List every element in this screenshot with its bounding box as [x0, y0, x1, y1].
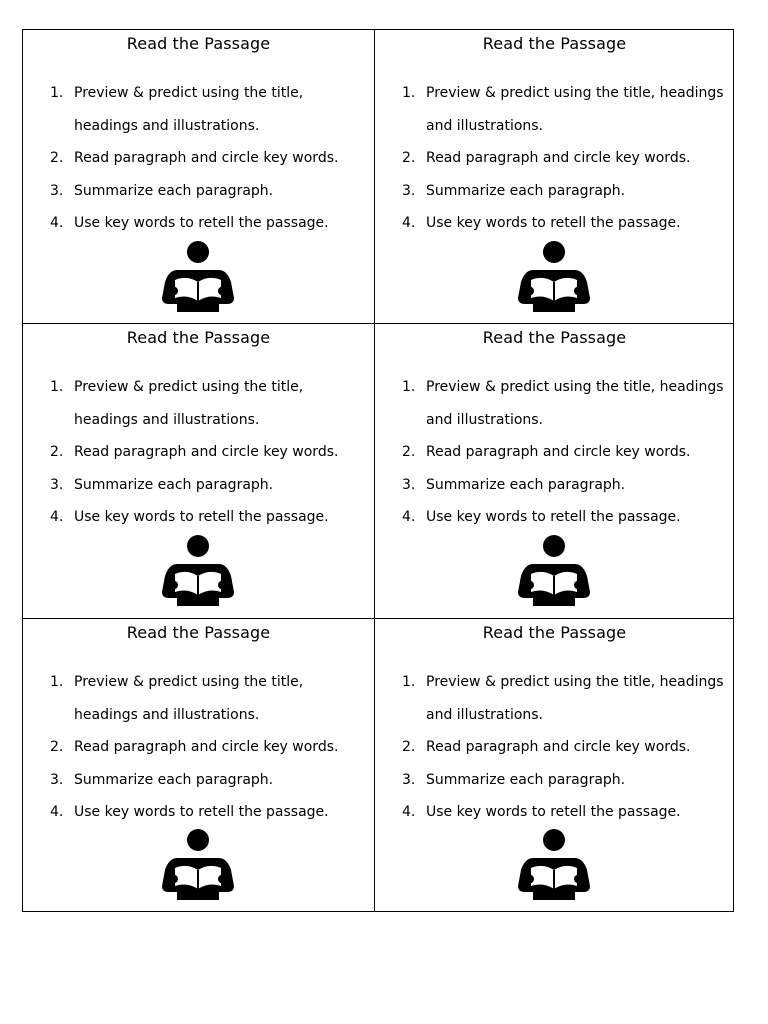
- step-item: [402, 436, 728, 469]
- step-item: [50, 666, 368, 731]
- person-reading-book-icon: [161, 240, 235, 312]
- step-item: [402, 207, 728, 240]
- step-text: Preview & predict using the title, headings and illustrations.: [74, 379, 304, 428]
- step-number: 4.: [50, 215, 64, 231]
- step-list: [402, 666, 728, 829]
- step-item: [402, 469, 728, 502]
- step-number: 1.: [50, 379, 64, 395]
- step-list: [50, 77, 368, 240]
- person-reading-book-icon: [517, 534, 591, 606]
- task-card: [23, 324, 375, 619]
- step-text: Preview & predict using the title, headings and illustrations.: [74, 85, 304, 134]
- step-number: 4.: [402, 804, 416, 820]
- step-item: [402, 142, 728, 175]
- task-card: [375, 30, 734, 324]
- step-number: 1.: [402, 85, 416, 101]
- step-item: [50, 175, 368, 208]
- step-list: [402, 371, 728, 534]
- step-item: [50, 501, 368, 534]
- person-reading-book-icon: [517, 240, 591, 312]
- step-item: [50, 142, 368, 175]
- step-item: [402, 77, 728, 142]
- step-text: Use key words to retell the passage.: [74, 804, 329, 820]
- step-text: Summarize each paragraph.: [74, 771, 274, 788]
- step-text: Summarize each paragraph.: [426, 182, 626, 199]
- card-title: Read the Passage: [482, 34, 627, 53]
- person-reading-book-icon: [161, 828, 235, 900]
- step-item: [50, 207, 368, 240]
- step-number: 3.: [50, 771, 64, 788]
- step-number: 1.: [50, 85, 64, 101]
- step-text: Summarize each paragraph.: [74, 182, 274, 199]
- step-text: Read paragraph and circle key words.: [426, 150, 691, 166]
- step-item: [50, 371, 368, 436]
- task-card: [375, 324, 734, 619]
- step-text: Summarize each paragraph.: [74, 476, 274, 493]
- step-text: Read paragraph and circle key words.: [426, 739, 691, 755]
- step-item: [402, 175, 728, 208]
- step-number: 2.: [402, 150, 416, 166]
- step-number: 4.: [50, 804, 64, 820]
- step-number: 4.: [402, 215, 416, 231]
- card-title: Read the Passage: [126, 623, 271, 642]
- task-card-sheet: [22, 29, 734, 912]
- task-card: [375, 619, 734, 911]
- step-number: 2.: [50, 739, 64, 755]
- step-item: [50, 436, 368, 469]
- step-number: 1.: [402, 674, 416, 690]
- person-reading-book-icon: [161, 534, 235, 606]
- step-text: Read paragraph and circle key words.: [74, 739, 339, 755]
- step-number: 2.: [50, 444, 64, 460]
- step-text: Preview & predict using the title, headings and illustrations.: [74, 674, 304, 723]
- step-list: [50, 371, 368, 534]
- task-card: [23, 30, 375, 324]
- step-text: Read paragraph and circle key words.: [74, 150, 339, 166]
- step-text: Preview & predict using the title, headings and illustrations.: [426, 379, 724, 428]
- step-list: [50, 666, 368, 829]
- step-number: 4.: [50, 509, 64, 525]
- step-item: [402, 371, 728, 436]
- step-text: Use key words to retell the passage.: [74, 215, 329, 231]
- card-title: Read the Passage: [482, 328, 627, 347]
- step-item: [50, 77, 368, 142]
- step-item: [402, 501, 728, 534]
- step-text: Preview & predict using the title, headings and illustrations.: [426, 85, 724, 134]
- step-item: [402, 796, 728, 829]
- step-text: Read paragraph and circle key words.: [426, 444, 691, 460]
- step-text: Use key words to retell the passage.: [426, 215, 681, 231]
- task-card: [23, 619, 375, 911]
- step-text: Read paragraph and circle key words.: [74, 444, 339, 460]
- step-number: 3.: [50, 182, 64, 199]
- step-number: 4.: [402, 509, 416, 525]
- step-number: 2.: [50, 150, 64, 166]
- step-text: Summarize each paragraph.: [426, 476, 626, 493]
- step-item: [50, 796, 368, 829]
- card-title: Read the Passage: [126, 34, 271, 53]
- person-reading-book-icon: [517, 828, 591, 900]
- step-item: [50, 731, 368, 764]
- step-item: [50, 469, 368, 502]
- card-title: Read the Passage: [126, 328, 271, 347]
- step-number: 1.: [402, 379, 416, 395]
- step-item: [50, 764, 368, 797]
- step-text: Use key words to retell the passage.: [426, 509, 681, 525]
- step-text: Use key words to retell the passage.: [74, 509, 329, 525]
- step-text: Summarize each paragraph.: [426, 771, 626, 788]
- step-number: 2.: [402, 444, 416, 460]
- step-number: 2.: [402, 739, 416, 755]
- step-text: Preview & predict using the title, headings and illustrations.: [426, 674, 724, 723]
- step-item: [402, 666, 728, 731]
- step-item: [402, 764, 728, 797]
- step-text: Use key words to retell the passage.: [426, 804, 681, 820]
- step-item: [402, 731, 728, 764]
- step-number: 3.: [402, 476, 416, 493]
- step-list: [402, 77, 728, 240]
- card-title: Read the Passage: [482, 623, 627, 642]
- step-number: 3.: [50, 476, 64, 493]
- step-number: 3.: [402, 771, 416, 788]
- step-number: 3.: [402, 182, 416, 199]
- step-number: 1.: [50, 674, 64, 690]
